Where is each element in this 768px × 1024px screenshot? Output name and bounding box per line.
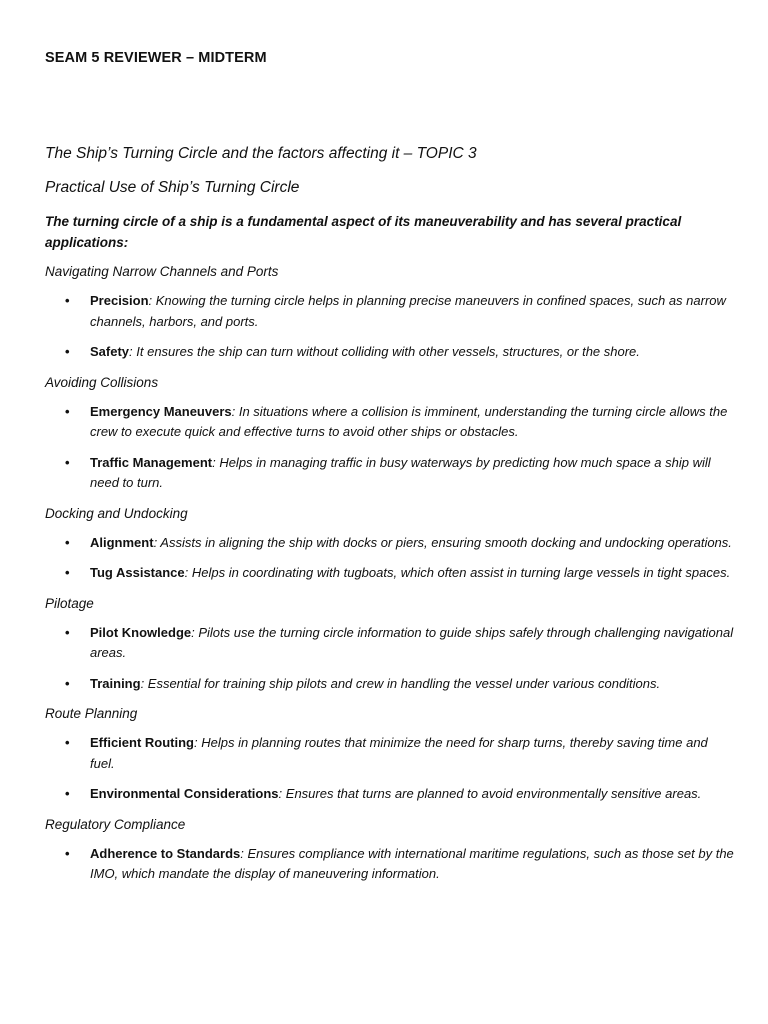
section-group [45,262,735,363]
bullet-list [45,291,735,363]
content-body [45,262,735,895]
bullet-term: Environmental Considerations [90,786,279,801]
bullet-term: Emergency Maneuvers [90,403,232,419]
bullet-term: Training [90,675,141,691]
bullet-description: : Essential for training ship pilots and crew in handling the vessel under various conditions. [140,675,661,691]
bullet-icon: • [65,403,70,419]
bullet-icon: • [65,624,70,640]
group-heading: Pilotage [45,595,94,611]
bullet-icon: • [65,344,70,359]
list-item [45,563,735,584]
intro-paragraph: The turning circle of a ship is a fundamental aspect of its maneuverability and has several practical applications: [45,214,682,250]
bullet-description: : Knowing the turning circle helps in planning precise maneuvers in confined spaces, such as narrow channels, harbors, and ports. [90,293,726,329]
list-item [45,342,735,363]
bullet-description: : Helps in managing traffic in busy waterways by predicting how much space a ship will need to turn. [90,454,711,490]
bullet-icon: • [65,786,70,801]
bullet-icon: • [65,735,70,750]
group-heading: Regulatory Compliance [45,816,186,832]
bullet-list [45,733,735,805]
bullet-icon: • [65,293,70,308]
bullet-icon: • [65,454,70,470]
list-item [45,844,735,885]
bullet-list [45,844,735,885]
section-group [45,504,735,584]
bullet-term: Safety [90,344,130,359]
bullet-term: Traffic Management [90,454,213,470]
list-item [45,733,735,774]
bullet-description: : Ensures that turns are planned to avoid environmentally sensitive areas. [278,786,702,801]
bullet-description: : Assists in aligning the ship with docks or piers, ensuring smooth docking and undocking operations. [153,534,732,550]
bullet-list [45,402,735,494]
bullet-term: Tug Assistance [90,565,185,580]
list-item [45,674,735,695]
bullet-term: Precision [90,293,149,308]
section-group [45,815,735,885]
group-heading: Avoiding Collisions [45,374,159,390]
group-heading: Docking and Undocking [45,505,188,521]
group-heading: Navigating Narrow Channels and Ports [45,264,279,279]
bullet-list [45,533,735,584]
group-heading: Route Planning [45,706,138,721]
bullet-description: : It ensures the ship can turn without colliding with other vessels, structures, or the shore. [129,344,640,359]
bullet-term: Pilot Knowledge [90,624,192,640]
bullet-term: Adherence to Standards [90,845,241,861]
list-item [45,291,735,332]
bullet-term: Alignment [90,534,154,550]
bullet-description: : Helps in planning routes that minimize the need for sharp turns, thereby saving time and fuel. [90,735,708,771]
bullet-description: : Helps in coordinating with tugboats, which often assist in turning large vessels in tight spaces. [184,565,731,580]
bullet-description: : In situations where a collision is imminent, understanding the turning circle allows the crew to execute quick and effective turns to avoid other ships or obstacles. [90,403,728,439]
section-group [45,594,735,695]
bullet-icon: • [65,675,70,691]
list-item [45,402,735,443]
bullet-list [45,623,735,695]
bullet-term: Efficient Routing [90,735,194,750]
bullet-icon: • [65,565,70,580]
section-group [45,373,735,494]
section-group [45,704,735,805]
list-item [45,784,735,805]
topic-heading: The Ship’s Turning Circle and the factors affecting it – TOPIC 3 [45,145,477,162]
list-item [45,623,735,664]
list-item [45,453,735,494]
bullet-description: : Pilots use the turning circle information to guide ships safely through challenging navigational areas. [90,624,734,660]
list-item [45,533,735,554]
document-title: SEAM 5 REVIEWER – MIDTERM [45,50,267,66]
bullet-icon: • [65,845,70,861]
bullet-description: : Ensures compliance with international maritime regulations, such as those set by the IMO, which mandate the display of maneuvering information. [90,845,734,881]
bullet-icon: • [65,534,70,550]
section-heading: Practical Use of Ship’s Turning Circle [45,179,300,196]
